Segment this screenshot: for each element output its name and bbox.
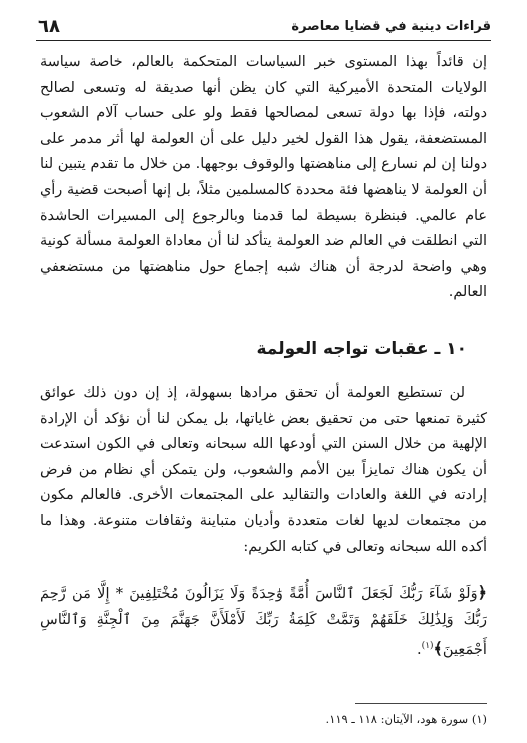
quran-verse [40,580,487,663]
verse-close-bracket: ﴾ [433,638,443,658]
running-title: قراءات دينية في قضايا معاصرة [291,18,491,34]
footnote: (١) سورة هود، الآيتان: ١١٨ ـ ١١٩. [325,712,487,726]
page-number: ٦٨ [38,15,60,37]
section-heading: ١٠ ـ عقبات تواجه العولمة [256,339,467,359]
verse-open-bracket: ﴿ [477,583,487,602]
paragraph-1: إن قائداً بهذا المستوى خبر السياسات المتحكمة بالعالم، خاصة سياسة الولايات المتحدة الأميركية التي كان يظن أنها صديقة له وتسعى لصالح دولته، فإذا بها دولة تسعى لمصالحها فقط ولو على حساب آلام الشعوب المستضعفة، يقول هذا القول لخير دليل على أن العولمة لها أثر مدمر على دولنا إن لم نسارع إلى مناهضتها والوقوف بوجهها. من خلال ما تقدم يتبين لنا أن العولمة لا يناهضها فئة محددة كالمسلمين مثلاً، بل إنها أصبحت قضية رأي عام عالمي. فبنظرة بسيطة لما قدمنا وبالرجوع إلى المسيرات الحاشدة التي انطلقت في العالم ضد العولمة يتأكد لنا أن معاداة العولمة مسألة كونية وهي واضحة لدرجة أن هناك شبه إجماع حول مناهضتها من مستضعفي العالم. [40,54,487,301]
paragraph-2: لن تستطيع العولمة أن تحقق مرادها بسهولة، إذ إن دون ذلك عوائق كثيرة تمنعها حتى من تحقيق بعض غاياتها، بل يمكن لنا أن نؤكد أن الإرادة الإلهية من خلال السنن التي أودعها الله سبحانه وتعالى في الكون استدعت أن يكون هناك تمايزاً بين الأمم والشعوب، ولن يتمكن أي نظام من فرض إرادته في اللغة والعادات والتقاليد على المجتمعات الأخرى. فالعالم مكون من مجتمعات لديها لغات متعددة وأديان متباينة وثقافات متنوعة. وهذا ما أكده الله سبحانه وتعالى في كتابه الكريم: [40,385,487,555]
header-divider [36,40,491,41]
body-text-bottom [40,381,487,560]
footnote-divider [355,703,487,704]
footnote-marker: (١) [421,641,434,651]
verse-text: وَلَوْ شَآءَ رَبُّكَ لَجَعَلَ ٱلنَّاسَ أُمَّةً وَٰحِدَةً وَلَا يَزَالُونَ مُخْتَلِفِينَ * إِلَّا مَن رَّحِمَ رَبُّكَ وَلِذَٰلِكَ خَلَقَهُمْ وَتَمَّتْ كَلِمَةُ رَبِّكَ لَأَمْلَأَنَّ جَهَنَّمَ مِنَ ٱلْجِنَّةِ وَٱلنَّاسِ أَجْمَعِينَ [40,585,487,658]
verse-end-period: . [417,640,422,658]
page-header [38,14,491,38]
body-text-top [40,50,487,306]
